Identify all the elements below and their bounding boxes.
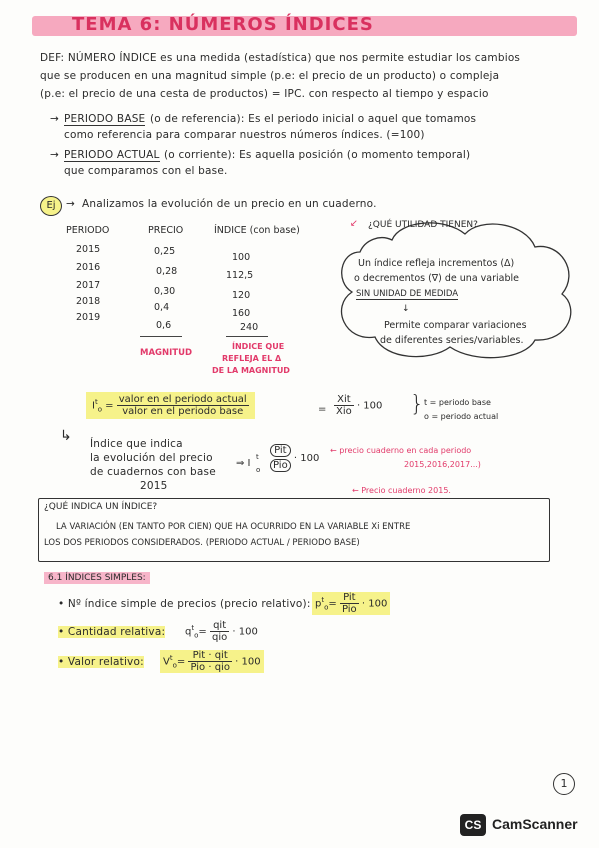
item3-mult: · 100 xyxy=(235,656,261,668)
row-periodo: 2019 xyxy=(76,312,101,323)
label-indice-1: ÍNDICE QUE xyxy=(232,342,285,351)
cloud-line-2: o decrementos (∇) de una variable xyxy=(354,273,519,284)
row-periodo: 2016 xyxy=(76,262,101,273)
row-indice: 100 xyxy=(232,252,251,263)
periodo-base-line-2: como referencia para comparar nuestros números índices. (=100) xyxy=(64,129,425,141)
formula2-note-2: ← Precio cuaderno 2015. xyxy=(352,486,451,495)
definition-line-1: DEF: NÚMERO ÍNDICE es una medida (estadística) que nos permite estudiar los cambios xyxy=(40,52,521,64)
x-formula xyxy=(334,394,382,417)
periodo-actual-line-2: que comparamos con el base. xyxy=(64,165,228,177)
formula-lhs: I xyxy=(92,400,95,412)
row-precio: 0,6 xyxy=(156,320,172,331)
corner-arrow-icon: ↳ xyxy=(60,428,72,444)
arrow-icon: → xyxy=(50,149,59,161)
item1-lhs: p xyxy=(315,598,322,610)
formula2-fraction xyxy=(270,444,319,472)
definition-line-2: que se producen en una magnitud simple (p.e: el precio de un producto) o compleja xyxy=(40,70,500,82)
label-magnitud: MAGNITUD xyxy=(140,348,193,358)
formula2-line-4: 2015 xyxy=(140,480,168,492)
camscanner-logo-icon: CS xyxy=(460,814,486,836)
example-badge: Ej xyxy=(40,196,62,216)
periodo-base-label: PERIODO BASE xyxy=(64,113,146,125)
item3-formula: $V^t_o=$ $\frac{\text{Pit · qit}}{\text{Pio · qio}}$ · 100 xyxy=(160,650,264,673)
main-formula: $I^t_o$ = $\frac{\text{valor en el periodo actual}}{\text{valor en el periodo base}}$ xyxy=(86,392,255,419)
header-indice: ÍNDICE (con base) xyxy=(214,225,300,236)
formula2-line-2: la evolución del precio xyxy=(90,452,213,464)
formula2-arrow: ⇒ I xyxy=(236,458,251,469)
formula2-line-1: Índice que indica xyxy=(90,438,183,450)
arrow-icon: → xyxy=(66,198,75,210)
camscanner-label: CamScanner xyxy=(492,816,578,832)
x-denominator: Xio xyxy=(336,406,352,417)
item3-denominator: Pio · qio xyxy=(190,662,230,673)
item1-mult: · 100 xyxy=(361,598,388,610)
row-precio: 0,25 xyxy=(154,246,176,257)
arrow-icon: → xyxy=(50,113,59,125)
formula2-denominator: Pio xyxy=(270,459,291,472)
item2-lhs: q xyxy=(185,626,192,638)
box-line-1: LA VARIACIÓN (EN TANTO POR CIEN) QUE HA OCURRIDO EN LA VARIABLE Xi ENTRE xyxy=(56,522,411,532)
periodo-actual-line-1: (o corriente): Es aquella posición (o momento temporal) xyxy=(164,149,471,161)
periodo-base-line-1: (o de referencia): Es el periodo inicial o aquel que tomamos xyxy=(150,113,477,125)
row-precio: 0,28 xyxy=(156,266,178,277)
item2-formula: $q^t_o=$ $\frac{\text{qit}}{\text{qio}}$ · 100 xyxy=(185,620,258,643)
formula-numerator: valor en el periodo actual xyxy=(118,394,247,405)
arrow-icon: ↓ xyxy=(402,304,410,314)
cloud-line-1: Un índice refleja incrementos (Δ) xyxy=(358,258,515,269)
equals-sign: = xyxy=(318,404,327,415)
formula-sup: t xyxy=(94,398,98,407)
item3-lhs: V xyxy=(163,656,170,668)
item2-mult: · 100 xyxy=(232,626,258,638)
item2-label-bg xyxy=(58,626,165,638)
page-number: 1 xyxy=(553,773,575,795)
item2-numerator: qit xyxy=(210,620,229,632)
formula-denominator: valor en el periodo base xyxy=(122,406,244,417)
definition-line-3: (p.e: el precio de una cesta de productos) = IPC. con respecto al tiempo y espacio xyxy=(40,88,489,100)
formula-note-2: o = periodo actual xyxy=(424,412,499,421)
x-numerator: Xit xyxy=(334,394,354,406)
example-intro: Analizamos la evolución de un precio en un cuaderno. xyxy=(82,198,377,210)
brace: } xyxy=(410,392,424,417)
item2-label: • Cantidad relativa: xyxy=(58,626,166,638)
formula2-note-1: ← precio cuaderno en cada periodo xyxy=(330,446,472,455)
row-periodo: 2018 xyxy=(76,296,101,307)
row-indice: 240 xyxy=(240,322,259,333)
page-title: TEMA 6: NÚMEROS ÍNDICES xyxy=(72,14,374,35)
label-indice-2: REFLEJA EL Δ xyxy=(222,354,282,363)
divider xyxy=(226,336,268,337)
item3-numerator: Pit · qit xyxy=(188,650,232,662)
item1-numerator: Pit xyxy=(340,592,359,604)
header-precio: PRECIO xyxy=(148,225,184,236)
x-mult: · 100 xyxy=(356,400,383,412)
row-precio: 0,30 xyxy=(154,286,176,297)
item3-label-bg xyxy=(58,656,144,668)
row-indice: 160 xyxy=(232,308,251,319)
row-periodo: 2015 xyxy=(76,244,101,255)
formula-note-1: t = periodo base xyxy=(424,398,491,407)
item2-denominator: qio xyxy=(211,632,228,643)
formula2-numerator: Pit xyxy=(270,444,291,457)
cloud-question: ¿QUÉ UTILIDAD TIENEN? xyxy=(368,220,478,230)
formula2-note-1b: 2015,2016,2017...) xyxy=(404,460,481,469)
item3-label: • Valor relativo: xyxy=(58,656,144,668)
item1-label: • Nº índice simple de precios (precio relativo): xyxy=(58,598,311,610)
row-precio: 0,4 xyxy=(154,302,170,313)
label-indice-3: DE LA MAGNITUD xyxy=(212,366,290,375)
formula2-sub: o xyxy=(256,466,261,474)
formula2-line-3: de cuadernos con base xyxy=(90,466,216,478)
cloud-line-3: SIN UNIDAD DE MEDIDA xyxy=(356,289,459,299)
item1-denominator: Pio xyxy=(341,604,357,615)
box-line-2: LOS DOS PERIODOS CONSIDERADOS. (PERIODO ACTUAL / PERIODO BASE) xyxy=(44,538,360,548)
header-periodo: PERIODO xyxy=(66,225,110,236)
cloud-line-4: Permite comparar variaciones xyxy=(384,320,527,331)
formula2-sup: t xyxy=(256,453,259,461)
row-periodo: 2017 xyxy=(76,280,101,291)
row-indice: 120 xyxy=(232,290,251,301)
arrow-icon: ↙ xyxy=(350,218,358,229)
row-indice: 112,5 xyxy=(226,270,254,281)
formula-sub: o xyxy=(97,405,102,414)
periodo-actual-label: PERIODO ACTUAL xyxy=(64,149,160,161)
cloud-line-5: de diferentes series/variables. xyxy=(380,335,524,346)
section-heading: 6.1 ÍNDICES SIMPLES: xyxy=(44,572,150,584)
item1-formula: $p^t_o=$ $\frac{\text{Pit}}{\text{Pio}}$ · 100 xyxy=(312,592,390,615)
divider xyxy=(140,336,182,337)
box-question: ¿QUÉ INDICA UN ÍNDICE? xyxy=(44,502,158,512)
formula2-mult: · 100 xyxy=(293,453,320,464)
